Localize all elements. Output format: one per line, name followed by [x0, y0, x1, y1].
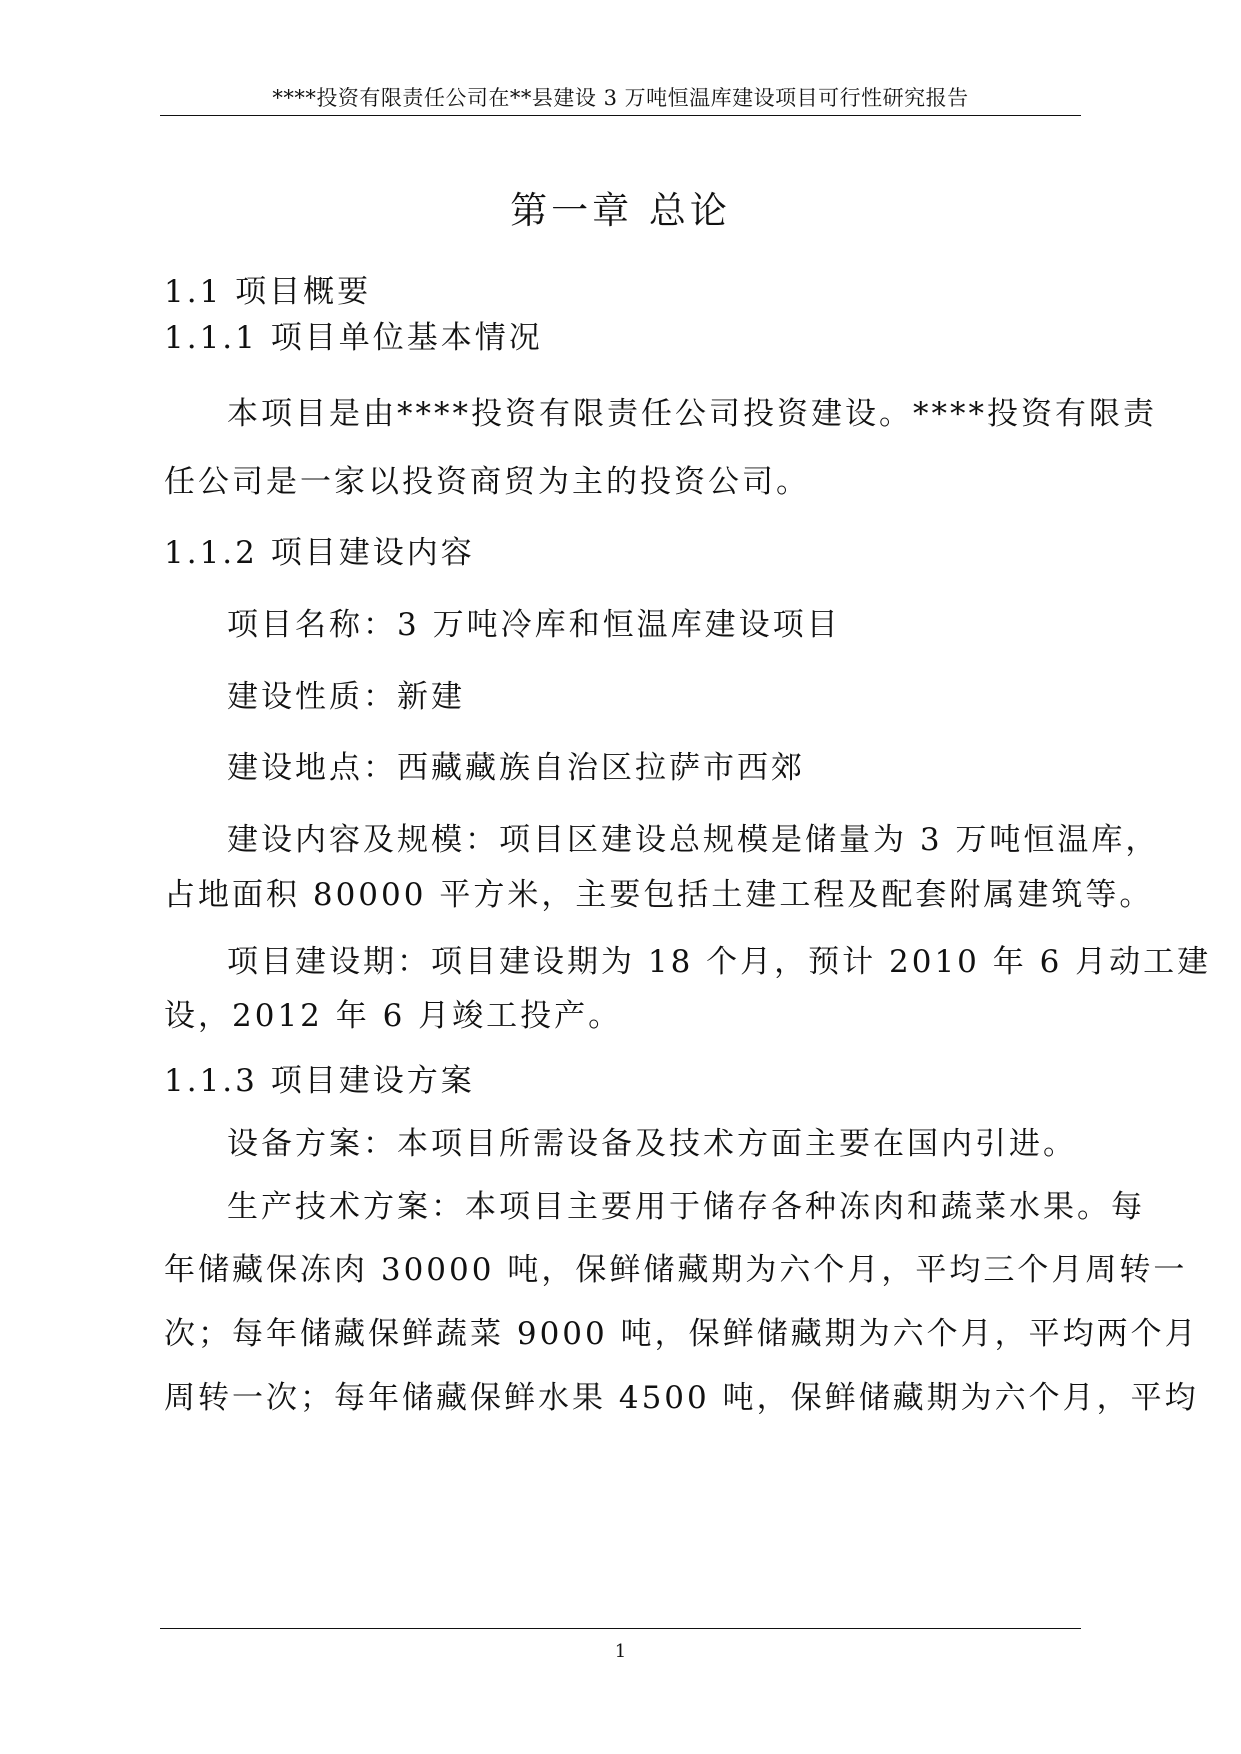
- running-header: ****投资有限责任公司在**县建设 3 万吨恒温库建设项目可行性研究报告: [272, 86, 969, 110]
- paragraph-line: 周转一次；每年储藏保鲜水果 4500 吨，保鲜储藏期为六个月，平均: [164, 1380, 1199, 1416]
- paragraph-line: 本项目是由****投资有限责任公司投资建设。****投资有限责: [227, 396, 1157, 432]
- subsection-heading-1-1-3: 1.1.3 项目建设方案: [164, 1063, 475, 1099]
- paragraph-line: 任公司是一家以投资商贸为主的投资公司。: [164, 464, 810, 500]
- paragraph-line: 设，2012 年 6 月竣工投产。: [164, 998, 623, 1034]
- paragraph-line: 建设性质：新建: [227, 679, 465, 715]
- paragraph-line: 生产技术方案：本项目主要用于储存各种冻肉和蔬菜水果。每: [227, 1189, 1145, 1225]
- paragraph-line: 建设地点：西藏藏族自治区拉萨市西郊: [227, 750, 805, 786]
- footer-divider: [160, 1628, 1081, 1629]
- paragraph-line: 建设内容及规模：项目区建设总规模是储量为 3 万吨恒温库，: [227, 822, 1160, 858]
- paragraph-line: 占地面积 80000 平方米，主要包括土建工程及配套附属建筑等。: [164, 877, 1154, 913]
- paragraph-line: 年储藏保冻肉 30000 吨，保鲜储藏期为六个月，平均三个月周转一: [164, 1252, 1188, 1288]
- paragraph-line: 项目名称：3 万吨冷库和恒温库建设项目: [227, 607, 841, 643]
- subsection-heading-1-1-1: 1.1.1 项目单位基本情况: [164, 320, 543, 356]
- header-divider: [160, 115, 1081, 116]
- page-number: 1: [614, 1641, 627, 1662]
- paragraph-line: 设备方案：本项目所需设备及技术方面主要在国内引进。: [227, 1126, 1077, 1162]
- paragraph-line: 次；每年储藏保鲜蔬菜 9000 吨，保鲜储藏期为六个月，平均两个月: [164, 1316, 1199, 1352]
- section-heading-1-1: 1.1 项目概要: [164, 274, 372, 310]
- chapter-title: 第一章 总论: [510, 189, 731, 232]
- paragraph-line: 项目建设期：项目建设期为 18 个月，预计 2010 年 6 月动工建: [227, 944, 1212, 980]
- subsection-heading-1-1-2: 1.1.2 项目建设内容: [164, 535, 475, 571]
